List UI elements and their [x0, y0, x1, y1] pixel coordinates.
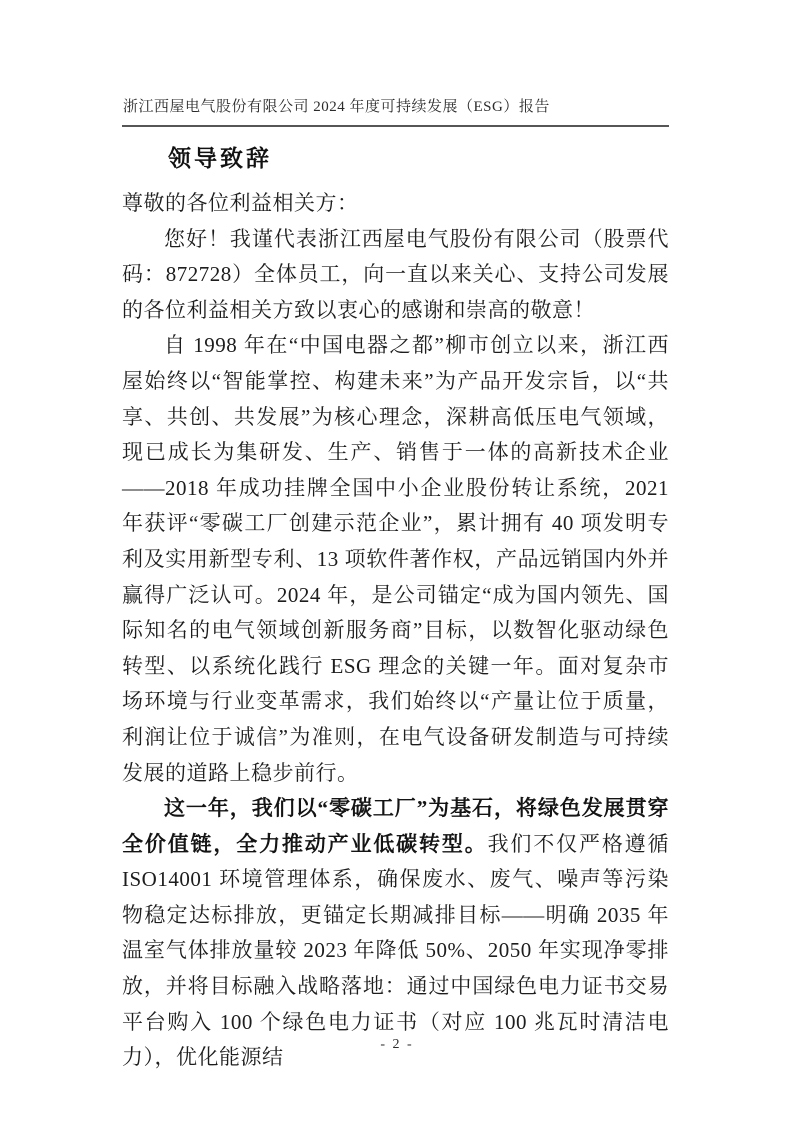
- paragraph-2: 自 1998 年在“中国电器之都”柳市创立以来，浙江西屋始终以“智能掌控、构建未来”为产品开发宗旨，以“共享、共创、共发展”为核心理念，深耕高低压电气领域，现已成长为集研发、生产、销售于一体的高新技术企业——2018 年成功挂牌全国中小企业股份转让系统，2021 年获评“零碳工厂创建示范企业”，累计拥有 40 项发明专利及实用新型专利、13 项软件著作权，产品远销国内外并赢得广泛认可。2024 年，是公司锚定“成为国内领先、国际知名的电气领域创新服务商”目标，以数智化驱动绿色转型、以系统化践行 ESG 理念的关键一年。面对复杂市场环境与行业变革需求，我们始终以“产量让位于质量，利润让位于诚信”为准则，在电气设备研发制造与可持续发展的道路上稳步前行。: [122, 333, 669, 785]
- paragraph-3-text: 我们不仅严格遵循 ISO14001 环境管理体系，确保废水、废气、噪声等污染物稳定达标排放，更锚定长期减排目标——明确 2035 年温室气体排放量较 2023 年降低 50%、2050 年实现净零排放，并将目标融入战略落地：通过中国绿色电力证书交易平台购入 100 个绿色电力证书（对应 100 兆瓦时清洁电力），优化能源结: [122, 831, 670, 1070]
- page-header: [122, 96, 669, 127]
- page-footer: [0, 1036, 794, 1053]
- page-number: - 2 -: [380, 1037, 414, 1052]
- page-content: [122, 96, 669, 1076]
- paragraph-1: 您好！我谨代表浙江西屋电气股份有限公司（股票代码：872728）全体员工，向一直以来关心、支持公司发展的各位利益相关方致以衷心的感谢和崇高的敬意！: [122, 226, 669, 322]
- salutation: 尊敬的各位利益相关方：: [122, 191, 359, 215]
- letter-body: [122, 186, 669, 1076]
- section-title: 领导致辞: [168, 145, 272, 171]
- paragraph-3: [122, 791, 669, 1076]
- paragraph-3-bold-lead: 这一年，我们以“零碳工厂”为基石，将绿色发展贯穿全价值链，全力推动产业低碳转型。: [122, 796, 669, 856]
- header-report-title: 浙江西屋电气股份有限公司 2024 年度可持续发展（ESG）报告: [123, 99, 550, 115]
